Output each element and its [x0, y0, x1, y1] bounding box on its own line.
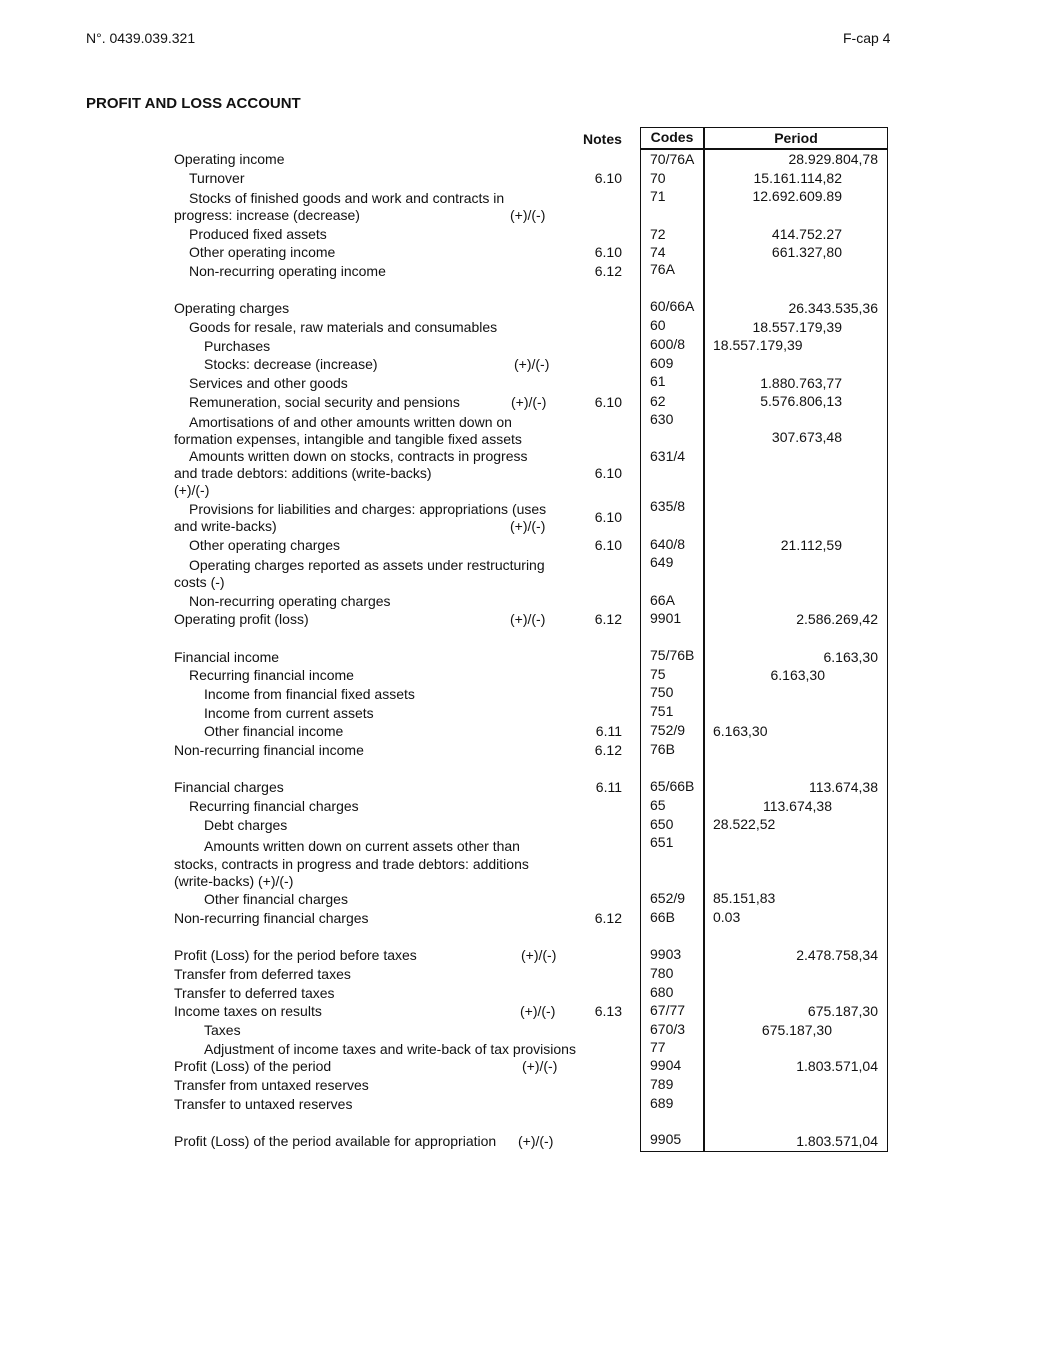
row-amount: 113.674,38 [762, 798, 832, 814]
row-amount: 6.163,30 [770, 667, 825, 683]
row-amount: 675.187,30 [761, 1022, 832, 1038]
row-code: 630 [650, 411, 674, 427]
table-row-continuation [0, 465, 1055, 483]
row-code: 71 [650, 188, 666, 204]
table-row [0, 411, 1055, 432]
row-label: Adjustment of income taxes and write-back of tax provisions [204, 1041, 576, 1057]
table-row-continuation [0, 207, 1055, 225]
row-code: 680 [650, 984, 674, 1000]
table-row [0, 798, 1055, 816]
row-code: 60/66A [650, 298, 695, 314]
row-code: 652/9 [650, 890, 686, 906]
table-row [0, 244, 1055, 262]
row-code: 651 [650, 834, 674, 850]
table-row-continuation [0, 856, 1055, 874]
row-label: Amounts written down on stocks, contracts in progress [189, 448, 528, 464]
row-note: 6.10 [594, 244, 622, 260]
row-code: 9901 [650, 610, 682, 626]
table-row [0, 338, 1055, 356]
row-note: 6.10 [594, 537, 622, 553]
table-row [0, 649, 1055, 667]
row-note: 6.10 [594, 170, 622, 186]
row-sign: (+)/(-) [510, 518, 546, 534]
table-row [0, 1096, 1055, 1114]
row-code: 789 [650, 1076, 674, 1092]
row-label: Other financial income [204, 723, 344, 739]
row-code: 649 [650, 554, 674, 570]
table-row [0, 985, 1055, 1003]
row-label: Income from current assets [204, 705, 374, 721]
table-row [0, 1077, 1055, 1095]
row-note: 6.11 [595, 723, 622, 739]
row-label: Transfer from untaxed reserves [174, 1077, 369, 1093]
row-label: Produced fixed assets [189, 226, 327, 242]
row-label: Services and other goods [189, 375, 348, 391]
row-label: Stocks of finished goods and work and contracts in [189, 190, 505, 206]
row-code: 752/9 [650, 722, 686, 738]
table-row [0, 1058, 1055, 1076]
row-note: 6.13 [594, 1003, 622, 1019]
row-note: 6.12 [594, 910, 622, 926]
row-sign: (+)/(-) [510, 207, 546, 223]
row-code: 9905 [650, 1131, 682, 1147]
row-amount: 1.803.571,04 [796, 1058, 878, 1074]
row-code: 61 [650, 373, 666, 389]
row-amount: 6.163,30 [823, 649, 878, 665]
row-label: Debt charges [204, 817, 288, 833]
row-amount: 18.557.179,39 [752, 319, 842, 335]
table-row-continuation [0, 574, 1055, 592]
row-label: Goods for resale, raw materials and consumables [189, 319, 498, 335]
row-amount: 675.187,30 [807, 1003, 878, 1019]
notes-column-header: Notes [583, 131, 622, 147]
row-label-line2: progress: increase (decrease) [174, 207, 360, 223]
row-code: 9904 [650, 1057, 682, 1073]
row-amount: 12.692.609.89 [752, 188, 842, 204]
row-label: Other operating income [189, 244, 336, 260]
row-label: Non-recurring financial income [174, 742, 364, 758]
row-code: 76B [650, 741, 675, 757]
row-code: 750 [650, 684, 674, 700]
row-amount: 28.522,52 [713, 816, 776, 832]
page-reference: F-cap 4 [843, 30, 891, 46]
table-row [0, 1133, 1055, 1151]
row-label: Transfer to deferred taxes [174, 985, 335, 1001]
row-code: 66B [650, 909, 675, 925]
row-label-line2: formation expenses, intangible and tangible fixed assets [174, 431, 522, 447]
row-label: Operating profit (loss) [174, 611, 309, 627]
row-label: Profit (Loss) for the period before taxes [174, 947, 417, 963]
row-code: 72 [650, 226, 666, 242]
row-code: 670/3 [650, 1021, 686, 1037]
row-code: 67/77 [650, 1002, 686, 1018]
row-label: Purchases [204, 338, 271, 354]
row-label: Profit (Loss) of the period [174, 1058, 332, 1074]
row-amount: 113.674,38 [808, 779, 878, 795]
row-label: Transfer from deferred taxes [174, 966, 351, 982]
row-amount: 2.586.269,42 [796, 611, 878, 627]
row-code: 65 [650, 797, 666, 813]
table-row [0, 356, 1055, 374]
row-amount: 5.576.806,13 [760, 393, 842, 409]
row-code: 70 [650, 170, 666, 186]
row-label: Financial income [174, 649, 280, 665]
row-amount: 1.803.571,04 [796, 1133, 878, 1149]
row-amount: 15.161.114,82 [753, 170, 842, 186]
row-label-line2: stocks, contracts in progress and trade debtors: additions [174, 856, 529, 872]
table-row [0, 537, 1055, 555]
row-code: 609 [650, 355, 674, 371]
row-label: Operating charges reported as assets under restructuring [189, 557, 545, 573]
row-code: 75/76B [650, 647, 695, 663]
table-row [0, 779, 1055, 797]
row-amount: 661.327,80 [771, 244, 842, 260]
row-code: 74 [650, 244, 666, 260]
row-note: 6.10 [594, 509, 622, 525]
row-label-line3: (write-backs) (+)/(-) [174, 873, 294, 889]
row-label: Recurring financial income [189, 667, 354, 683]
row-label: Non-recurring operating income [189, 263, 386, 279]
table-row [0, 1003, 1055, 1021]
header-divider [640, 148, 888, 150]
table-row-continuation [0, 482, 1055, 500]
row-amount: 18.557.179,39 [713, 337, 803, 353]
row-amount: 28.929.804,78 [788, 151, 878, 167]
row-code: 70/76A [650, 151, 695, 167]
table-row [0, 910, 1055, 928]
row-sign: (+)/(-) [518, 1133, 554, 1149]
row-label: Turnover [189, 170, 245, 186]
row-code: 77 [650, 1039, 666, 1055]
table-row [0, 891, 1055, 909]
table-row [0, 667, 1055, 685]
table-row [0, 170, 1055, 188]
row-sign: (+)/(-) [514, 356, 550, 372]
row-note: 6.10 [594, 394, 622, 410]
row-note: 6.12 [594, 742, 622, 758]
row-label: Remuneration, social security and pensions [189, 394, 460, 410]
row-amount: 26.343.535,36 [788, 300, 878, 316]
table-row-continuation [0, 873, 1055, 891]
table-row [0, 611, 1055, 629]
row-note: 6.12 [594, 263, 622, 279]
table-row-continuation [0, 431, 1055, 449]
table-row [0, 190, 1055, 208]
row-label-line3: (+)/(-) [174, 482, 210, 498]
row-amount: 2.478.758,34 [796, 947, 878, 963]
table-row [0, 834, 1055, 856]
row-label: Non-recurring financial charges [174, 910, 369, 926]
table-row [0, 593, 1055, 611]
row-label: Stocks: decrease (increase) [204, 356, 378, 372]
table-row [0, 723, 1055, 741]
row-code: 60 [650, 317, 666, 333]
company-number: N°. 0439.039.321 [86, 30, 196, 46]
row-label: Provisions for liabilities and charges: appropriations (uses [189, 501, 547, 517]
row-amount: 85.151,83 [713, 890, 776, 906]
row-label: Profit (Loss) of the period available for appropriation [174, 1133, 497, 1149]
row-label: Amounts written down on current assets other than [204, 838, 520, 854]
row-code: 76A [650, 261, 675, 277]
row-label: Transfer to untaxed reserves [174, 1096, 353, 1112]
table-row [0, 1041, 1055, 1059]
row-code: 600/8 [650, 336, 686, 352]
table-row [0, 686, 1055, 704]
row-code: 640/8 [650, 536, 686, 552]
row-label: Non-recurring operating charges [189, 593, 391, 609]
row-note: 6.11 [595, 779, 622, 795]
row-amount: 21.112,59 [780, 537, 842, 553]
row-label: Operating income [174, 151, 285, 167]
row-amount: 414.752.27 [771, 226, 842, 242]
table-row [0, 319, 1055, 337]
row-label: Taxes [204, 1022, 241, 1038]
row-amount: 6.163,30 [713, 723, 768, 739]
table-row [0, 742, 1055, 760]
row-code: 780 [650, 965, 674, 981]
row-label: Financial charges [174, 779, 284, 795]
table-row [0, 554, 1055, 575]
row-label: Operating charges [174, 300, 290, 316]
table-row [0, 394, 1055, 412]
table-row [0, 375, 1055, 393]
table-row [0, 263, 1055, 281]
codes-column-header: Codes [650, 129, 694, 145]
table-row [0, 226, 1055, 244]
row-label: Income taxes on results [174, 1003, 322, 1019]
row-code: 689 [650, 1095, 674, 1111]
row-amount: 307.673,48 [771, 429, 842, 445]
table-row [0, 966, 1055, 984]
table-row [0, 1022, 1055, 1040]
row-code: 66A [650, 592, 675, 608]
row-label-line2: and write-backs) [174, 518, 277, 534]
table-row [0, 448, 1055, 466]
row-label: Amortisations of and other amounts written down on [189, 414, 512, 430]
row-code: 751 [650, 703, 674, 719]
row-note: 6.12 [594, 611, 622, 627]
table-row [0, 151, 1055, 169]
row-label: Other financial charges [204, 891, 348, 907]
page-title: PROFIT AND LOSS ACCOUNT [86, 95, 301, 112]
row-code: 62 [650, 393, 666, 409]
table-row [0, 705, 1055, 723]
row-code: 631/4 [650, 448, 686, 464]
row-amount: 1.880.763,77 [760, 375, 842, 391]
row-sign: (+)/(-) [510, 611, 546, 627]
table-row [0, 947, 1055, 965]
table-row [0, 300, 1055, 318]
row-label: Recurring financial charges [189, 798, 359, 814]
table-row [0, 498, 1055, 525]
row-sign: (+)/(-) [511, 394, 547, 410]
table-row-continuation [0, 518, 1055, 536]
row-code: 650 [650, 816, 674, 832]
row-note: 6.10 [594, 465, 622, 481]
row-label-line2: and trade debtors: additions (write-backs) [174, 465, 432, 481]
row-label: Other operating charges [189, 537, 340, 553]
row-code: 65/66B [650, 778, 695, 794]
row-code: 9903 [650, 946, 682, 962]
row-sign: (+)/(-) [520, 1003, 556, 1019]
row-label: Income from financial fixed assets [204, 686, 415, 702]
row-code: 75 [650, 666, 666, 682]
row-label-line2: costs (-) [174, 574, 225, 590]
row-sign: (+)/(-) [522, 1058, 558, 1074]
row-amount: 0.03 [713, 909, 741, 925]
period-column-header: Period [774, 130, 818, 146]
row-code: 635/8 [650, 498, 686, 514]
row-sign: (+)/(-) [521, 947, 557, 963]
table-row [0, 817, 1055, 835]
